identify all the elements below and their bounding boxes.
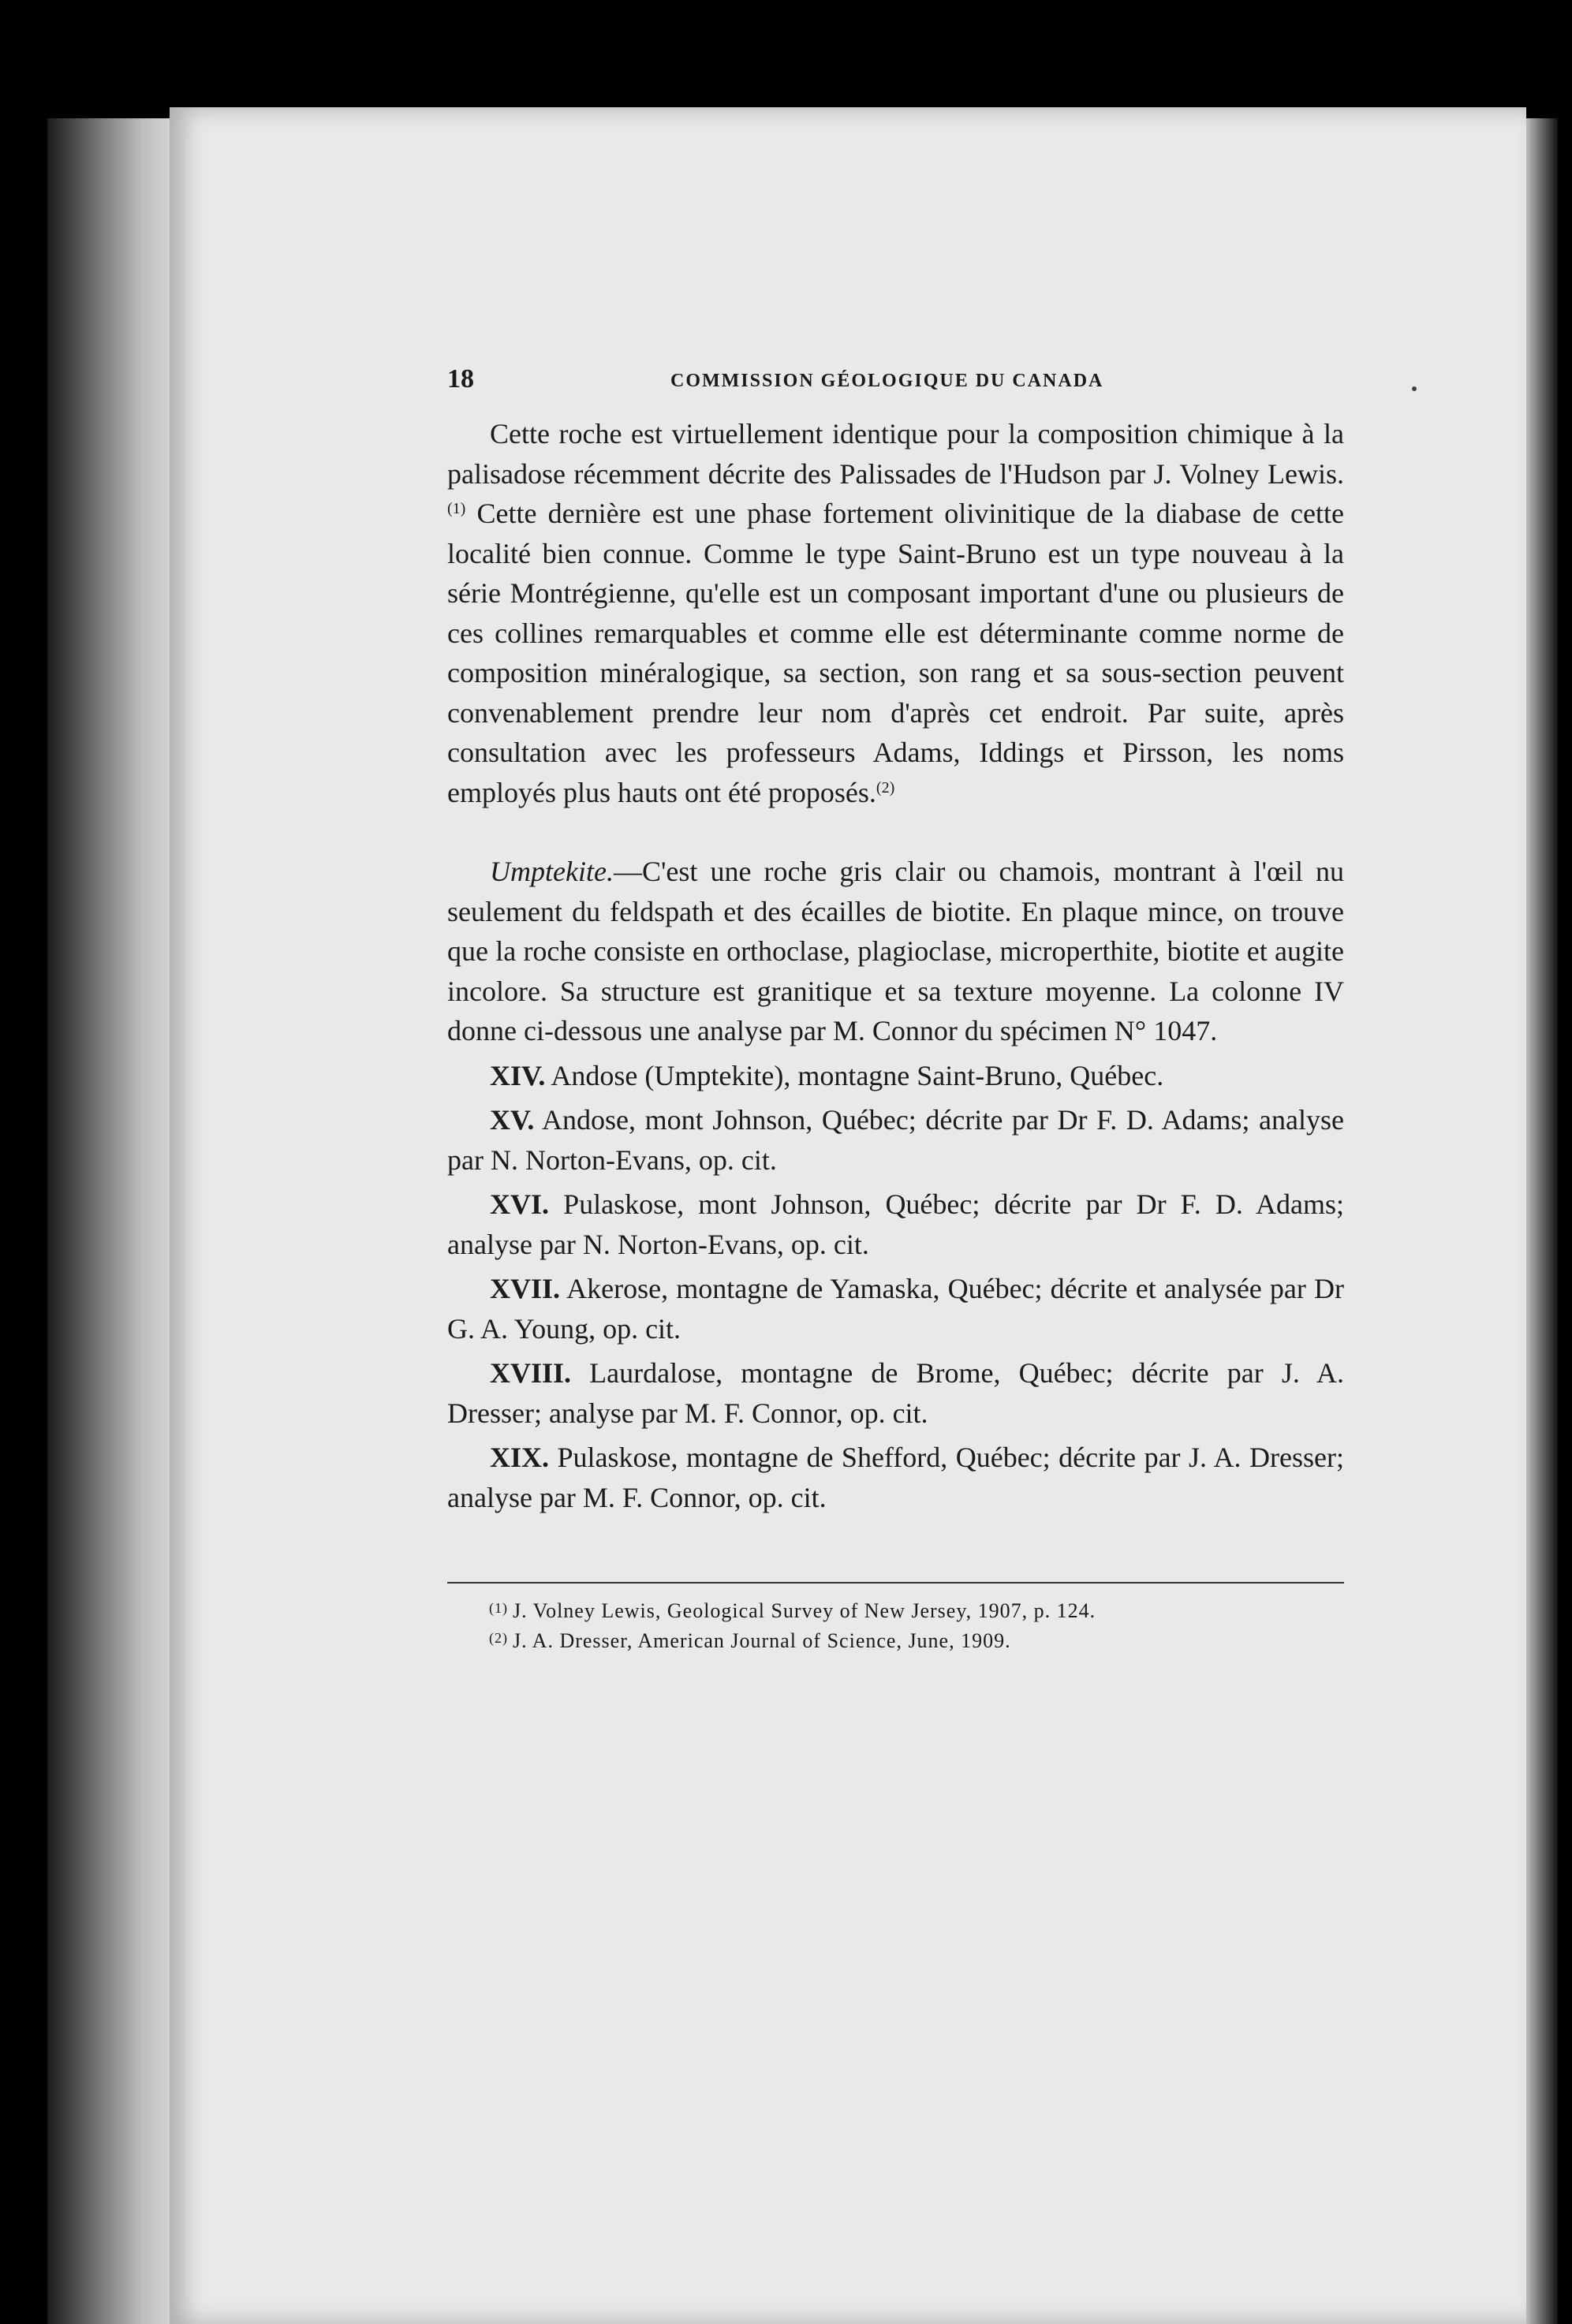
item-number: XIX. bbox=[490, 1442, 550, 1473]
item-number: XV. bbox=[490, 1104, 535, 1136]
footnote-1 bbox=[489, 1595, 1341, 1625]
list-item bbox=[447, 1269, 1344, 1349]
paragraph-text: Cette roche est virtuellement identique pour la composition chimique à la palisadose récemment décrite des Palissades de l'Hudson par J. Volney Lewis. bbox=[447, 418, 1344, 490]
page-binding-shadow-left bbox=[47, 118, 174, 2324]
footnote-mark: (2) bbox=[489, 1630, 508, 1646]
footnote-text: J. A. Dresser, American Journal of Science, June, 1909. bbox=[513, 1629, 1011, 1652]
item-text: Pulaskose, mont Johnson, Québec; décrite par Dr F. D. Adams; analyse par N. Norton-Evans, op. cit. bbox=[447, 1188, 1344, 1260]
item-text: Akerose, montagne de Yamaska, Québec; décrite et analysée par Dr G. A. Young, op. cit. bbox=[447, 1273, 1344, 1345]
footnote-ref-1: (1) bbox=[447, 500, 466, 517]
footnote-ref-2: (2) bbox=[876, 778, 895, 796]
item-text: Andose, mont Johnson, Québec; décrite par Dr F. D. Adams; analyse par N. Norton-Evans, op. cit. bbox=[447, 1104, 1344, 1176]
footnote-text: J. Volney Lewis, Geological Survey of New Jersey, 1907, p. 124. bbox=[513, 1599, 1096, 1622]
item-text: Pulaskose, montagne de Shefford, Québec; décrite par J. A. Dresser; analyse par M. F. Connor, op. cit. bbox=[447, 1442, 1344, 1513]
list-item bbox=[447, 1438, 1344, 1517]
item-number: XVI. bbox=[490, 1188, 550, 1220]
paragraph-text: —C'est une roche gris clair ou chamois, montrant à l'œil nu seulement du feldspath et des écailles de biotite. En plaque mince, on trouve que la roche consiste en orthoclase, plagioclase, microperthite, biotite et augite incolore. Sa structure est granitique et sa texture moyenne. La colonne IV donne ci-dessous une analyse par M. Connor du spécimen N° 1047. bbox=[447, 856, 1344, 1046]
term-umptekite: Umptekite. bbox=[490, 856, 614, 887]
item-number: XIV. bbox=[490, 1059, 546, 1091]
list-item bbox=[447, 1100, 1344, 1180]
footnotes bbox=[489, 1595, 1341, 1654]
paragraph-saint-bruno bbox=[447, 414, 1344, 812]
footnote-mark: (1) bbox=[489, 1600, 508, 1616]
page-number: 18 bbox=[447, 364, 474, 394]
paragraph-umptekite bbox=[447, 852, 1344, 1051]
item-number: XVIII. bbox=[490, 1357, 572, 1389]
footnote-divider bbox=[447, 1582, 1344, 1584]
item-number: XVII. bbox=[490, 1273, 561, 1304]
running-head: COMMISSION GÉOLOGIQUE DU CANADA bbox=[670, 371, 1104, 391]
paragraph-text: Cette dernière est une phase fortement olivinitique de la diabase de cette localité bien connue. Comme le type Saint-Bruno est un type nouveau à la série Montrégienne, qu'elle est un composant important d'une ou plusieurs de ces collines remarquables et comme elle est déterminante comme norme de composition minéralogique, sa section, son rang et sa sous-section peuvent convenablement prendre leur nom d'après cet endroit. Par suite, après consultation avec les professeurs Adams, Iddings et Pirsson, les noms employés plus hauts ont été proposés. bbox=[447, 498, 1344, 808]
footnote-2 bbox=[489, 1625, 1341, 1654]
page-edge-shadow-right bbox=[1526, 118, 1558, 2324]
list-item bbox=[447, 1353, 1344, 1433]
body-text bbox=[447, 414, 1344, 1517]
item-text: Laurdalose, montagne de Brome, Québec; décrite par J. A. Dresser; analyse par M. F. Connor, op. cit. bbox=[447, 1357, 1344, 1429]
speck-mark bbox=[1412, 386, 1417, 391]
item-text: Andose (Umptekite), montagne Saint-Bruno, Québec. bbox=[545, 1059, 1164, 1091]
list-item bbox=[447, 1184, 1344, 1264]
page-header bbox=[447, 364, 1378, 396]
list-item bbox=[447, 1056, 1344, 1096]
